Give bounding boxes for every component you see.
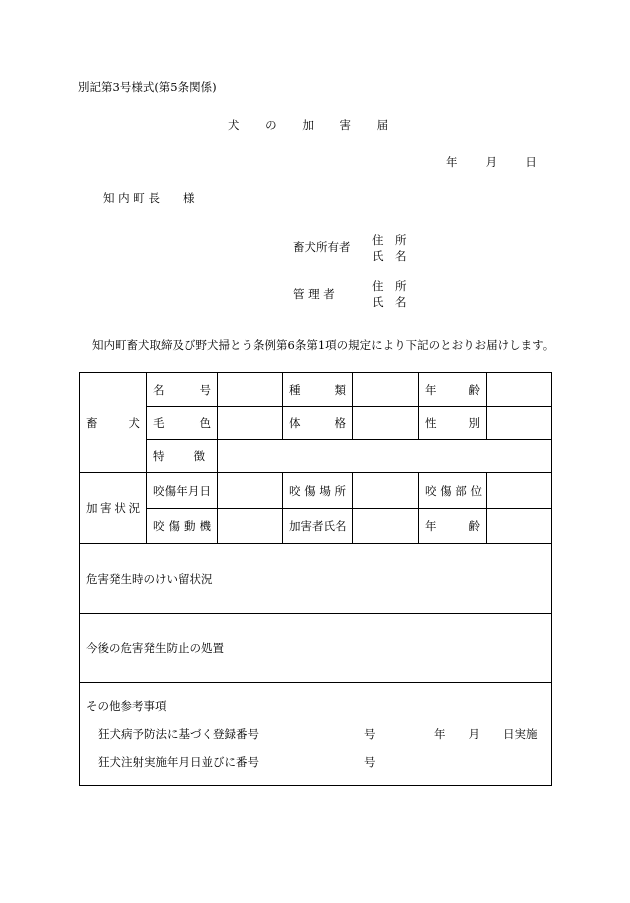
- rabies-registration-number[interactable]: 号: [364, 727, 376, 741]
- sex-label: 性 別: [419, 407, 487, 440]
- bite-motive-field[interactable]: [218, 509, 283, 544]
- title-char: の: [265, 118, 277, 132]
- dog-name-label: 名 号: [147, 373, 218, 407]
- owner-name-label: 氏 名: [372, 249, 407, 263]
- table-row: [80, 473, 552, 509]
- breed-field[interactable]: [353, 373, 419, 407]
- other-label: その他参考事項: [86, 699, 167, 713]
- table-row: [80, 509, 552, 544]
- other-section: [80, 683, 552, 786]
- owner-address-label: 住 所: [372, 233, 407, 247]
- title-char: 届: [376, 118, 389, 132]
- manager-address-label: 住 所: [372, 279, 407, 293]
- title-char: 加: [302, 118, 314, 132]
- report-table: [79, 372, 552, 786]
- dog-name-field[interactable]: [218, 373, 283, 407]
- coat-label: 毛 色: [147, 407, 218, 440]
- bite-place-field[interactable]: [353, 473, 419, 509]
- vaccination-line: [86, 754, 545, 770]
- table-row: [80, 614, 552, 683]
- table-row: [80, 407, 552, 440]
- age-field[interactable]: [487, 373, 552, 407]
- document-title: [228, 120, 410, 132]
- manager-role-label: 管 理 者: [293, 287, 335, 301]
- bite-date-field[interactable]: [218, 473, 283, 509]
- sex-field[interactable]: [487, 407, 552, 440]
- manager-name-label: 氏 名: [372, 295, 407, 309]
- vaccination-label: 狂犬注射実施年月日並びに番号: [98, 755, 259, 769]
- rabies-registration-label: 狂犬病予防法に基づく登録番号: [98, 727, 259, 741]
- prevention-section[interactable]: [80, 614, 552, 683]
- bite-date-label: 咬傷年月日: [147, 473, 218, 509]
- addressee: 知 内 町 長 様: [103, 191, 195, 205]
- build-label: 体 格: [283, 407, 353, 440]
- title-char: 犬: [228, 118, 240, 132]
- title-char: 害: [339, 118, 351, 132]
- victim-age-field[interactable]: [487, 509, 552, 544]
- dog-section-header: 畜 犬: [80, 373, 147, 473]
- table-row: [80, 373, 552, 407]
- bite-motive-label: 咬 傷 動 機: [147, 509, 218, 544]
- coat-field[interactable]: [218, 407, 283, 440]
- features-label: 特 徴: [147, 440, 218, 473]
- vaccination-number[interactable]: 号: [364, 755, 376, 769]
- victim-name-field[interactable]: [353, 509, 419, 544]
- detention-label: 危害発生時のけい留状況: [86, 571, 213, 586]
- table-row: [80, 683, 552, 786]
- bite-part-label: 咬 傷 部 位: [419, 473, 487, 509]
- table-row: [80, 440, 552, 473]
- rabies-registration-date[interactable]: 年 月 日実施: [434, 727, 538, 741]
- bite-place-label: 咬 傷 場 所: [283, 473, 353, 509]
- breed-label: 種 類: [283, 373, 353, 407]
- date-line: [446, 157, 561, 169]
- day-unit: 日: [525, 155, 537, 169]
- bite-part-field[interactable]: [487, 473, 552, 509]
- table-row: [80, 544, 552, 614]
- month-unit: 月: [485, 155, 498, 169]
- detention-section[interactable]: [80, 544, 552, 614]
- age-label: 年 齢: [419, 373, 487, 407]
- build-field[interactable]: [353, 407, 419, 440]
- intro-text: 知内町畜犬取締及び野犬掃とう条例第6条第1項の規定により下記のとおりお届けします。: [92, 338, 555, 352]
- victim-name-label: 加害者氏名: [283, 509, 353, 544]
- features-field[interactable]: [218, 440, 552, 473]
- victim-age-label: 年 齢: [419, 509, 487, 544]
- rabies-registration-line: [86, 726, 545, 742]
- year-unit: 年: [446, 155, 458, 169]
- form-id: 別記第3号様式(第5条関係): [78, 80, 217, 94]
- prevention-label: 今後の危害発生防止の処置: [86, 641, 224, 655]
- owner-role-label: 畜犬所有者: [293, 240, 351, 254]
- harm-section-header: 加害状況: [80, 473, 147, 544]
